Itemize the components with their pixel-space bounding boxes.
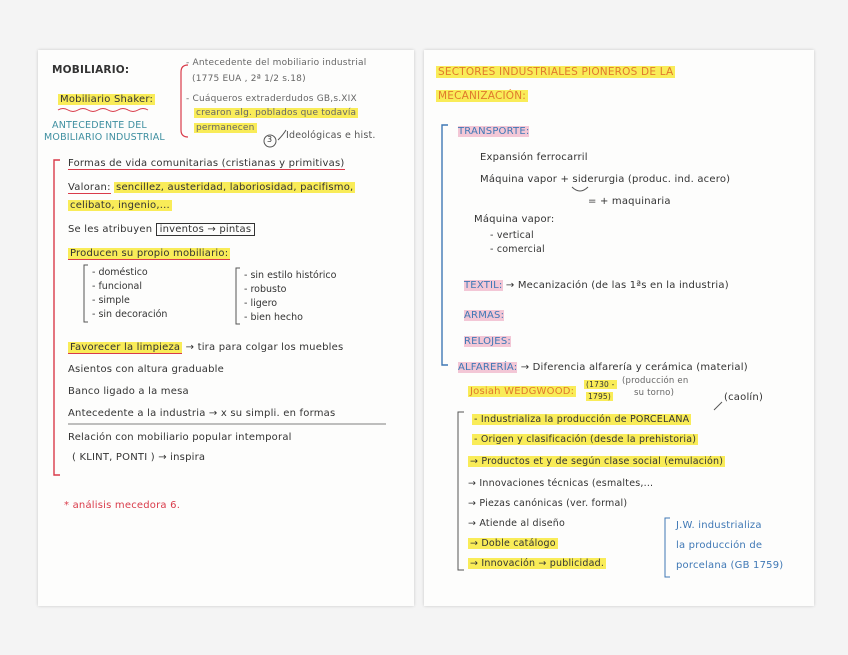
note-line-5 <box>194 123 257 133</box>
industrializa-text: - Industrializa la producción de PORCELANA <box>474 414 690 425</box>
list-col-1 <box>92 266 167 322</box>
inventos-box: inventos → pintas <box>156 223 256 236</box>
textil-line <box>464 280 729 291</box>
analisis-note: * análisis mecedora 6. <box>64 500 181 511</box>
atiende-line: → Atiende al diseño <box>468 518 566 529</box>
favorecer-label: Favorecer la limpieza <box>70 342 181 353</box>
relojes-label <box>464 336 511 347</box>
atribuyen-text: Se les atribuyen <box>68 224 153 235</box>
alfareria-label: ALFARERÍA: <box>458 362 518 373</box>
klint-line: ( KLINT, PONTI ) → inspira <box>72 452 206 463</box>
expansion-line: Expansión ferrocarril <box>480 152 588 163</box>
produzcan-text: Producen su propio mobiliario: <box>70 248 229 259</box>
armas-label <box>464 310 504 321</box>
innovacion-line <box>468 558 606 569</box>
note-line-4-text: crearon alg. poblados que todavía <box>196 108 357 118</box>
antecedente-industria-line: Antecedente a la industria → x su simpli. en formas <box>68 408 336 419</box>
main-bracket <box>54 160 60 475</box>
note-line-5-text: permanecen <box>196 123 255 133</box>
vertical-line: - vertical <box>490 230 534 241</box>
alfareria-line <box>458 362 748 373</box>
doble-line <box>468 538 558 549</box>
atribuyen-line <box>68 224 255 235</box>
antecedent-line-2: MOBILIARIO INDUSTRIAL <box>44 132 165 143</box>
list-bracket-1 <box>84 265 88 322</box>
list-col-2 <box>244 269 336 325</box>
relojes-text: RELOJES: <box>464 336 511 347</box>
list-item: - sin estilo histórico <box>244 270 337 281</box>
right-title-1-text: SECTORES INDUSTRIALES PIONEROS DE LA <box>438 66 674 78</box>
formas-line <box>68 158 345 169</box>
valoran-line <box>68 182 355 193</box>
right-title-2 <box>436 90 528 102</box>
box-line-1: J.W. industrializa <box>676 520 762 531</box>
list-item: - robusto <box>244 284 287 295</box>
right-title-1 <box>436 66 675 78</box>
produccion-note-2: su torno) <box>634 388 675 398</box>
note-line-4 <box>194 108 358 118</box>
josiah-dates-1 <box>584 380 617 389</box>
piezas-line: → Piezas canónicas (ver. formal) <box>468 498 628 509</box>
productos-line <box>468 456 725 467</box>
textil-label: TEXTIL: <box>464 280 503 291</box>
alfareria-text: → Diferencia alfarería y cerámica (material) <box>520 362 748 373</box>
right-notebook-page <box>424 50 814 606</box>
productos-text: → Productos et y de según clase social (emulación) <box>470 456 724 467</box>
list-item: - funcional <box>92 281 142 292</box>
favorecer-line <box>68 342 343 353</box>
wavy-underline <box>58 109 148 112</box>
produzcan-line <box>68 248 230 259</box>
produccion-note-1: (producción en <box>622 376 689 386</box>
valoran-values: sencillez, austeridad, laboriosidad, pacifismo, <box>116 182 354 193</box>
shaker-label: Mobiliario Shaker: <box>60 94 154 105</box>
valoran-label: Valoran: <box>68 182 111 193</box>
antecedent-line-1: ANTECEDENTE DEL <box>52 120 147 131</box>
list-item: - sin decoración <box>92 309 168 320</box>
dates-1-text: (1730 - <box>586 380 615 389</box>
list-bracket-2 <box>236 268 240 324</box>
left-title: MOBILIARIO: <box>52 64 130 76</box>
josiah-dates-2 <box>586 392 613 401</box>
origen-line <box>472 434 698 445</box>
left-notebook-page <box>38 50 414 606</box>
josiah-label: Josiah WEDGWOOD: <box>470 386 575 397</box>
ideologia-note: Ideológicas e hist. <box>286 130 376 141</box>
banco-line: Banco ligado a la mesa <box>68 386 189 397</box>
maquina-line: Máquina vapor + siderurgia (produc. ind. acero) <box>480 174 731 185</box>
box-line-2: la producción de <box>676 540 763 551</box>
list-item: - ligero <box>244 298 278 309</box>
shaker-heading <box>58 94 155 105</box>
celibato-line <box>68 200 172 211</box>
note-line-2: (1775 EUA , 2ª 1/2 s.18) <box>192 74 306 84</box>
note-line-3: - Cuáqueros extraderdudos GB,s.XIX <box>186 94 357 104</box>
relacion-line: Relación con mobiliario popular intemporal <box>68 432 292 443</box>
maquina-vapor-line: Máquina vapor: <box>474 214 555 225</box>
industrializa-line <box>472 414 691 425</box>
formas-text: Formas de vida comunitarias (cristianas y primitivas) <box>68 158 345 169</box>
doble-text: → Doble catálogo <box>470 538 556 549</box>
comercial-line: - comercial <box>490 244 545 255</box>
origen-text: - Origen y clasificación (desde la prehistoria) <box>474 434 697 445</box>
asientos-line: Asientos con altura graduable <box>68 364 224 375</box>
list-item: - bien hecho <box>244 312 303 323</box>
list-item: - simple <box>92 295 130 306</box>
josiah-line <box>468 386 576 397</box>
transporte-label <box>458 126 529 137</box>
transporte-text: TRANSPORTE: <box>458 126 530 137</box>
box-bracket <box>665 518 670 577</box>
blue-bracket <box>442 125 448 365</box>
dates-2-text: 1795) <box>588 392 612 401</box>
textil-text: → Mecanización (de las 1ªs en la industria) <box>505 280 729 291</box>
celibato-text: celibato, ingenio,... <box>70 200 170 211</box>
innovaciones-line: → Innovaciones técnicas (esmaltes,... <box>468 478 654 489</box>
armas-text: ARMAS: <box>464 310 505 321</box>
box-line-3: porcelana (GB 1759) <box>676 560 784 571</box>
wedgwood-bracket <box>458 412 464 570</box>
list-item: - doméstico <box>92 267 148 278</box>
circle-number-text: 3 <box>267 135 273 144</box>
right-title-2-text: MECANIZACIÓN: <box>438 90 527 102</box>
maquinaria-line: = + maquinaria <box>588 196 671 207</box>
note-line-1: - Antecedente del mobiliario industrial <box>186 58 367 68</box>
favorecer-text: → tira para colgar los muebles <box>185 342 344 353</box>
innovacion-text: → Innovación → publicidad. <box>470 558 605 569</box>
caolin-note: (caolín) <box>724 392 764 403</box>
